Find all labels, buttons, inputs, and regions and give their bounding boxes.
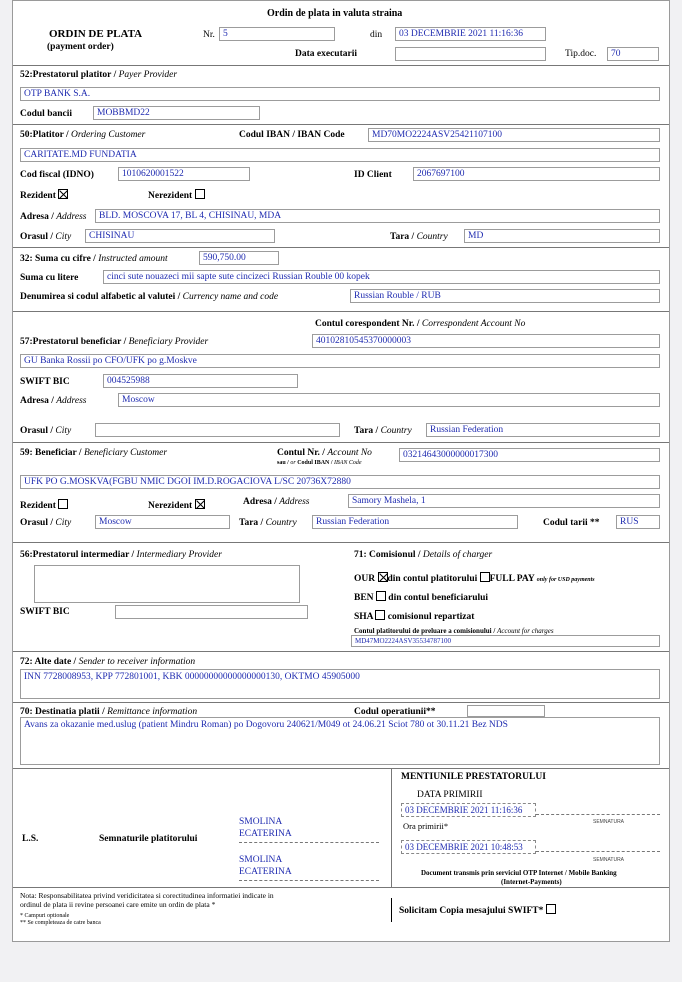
s57-label: 57:Prestatorul beneficiar / Beneficiary Provider (20, 337, 209, 347)
divider (13, 311, 669, 312)
beneficiary-nerezident-checkbox[interactable] (195, 499, 205, 509)
remittance-box[interactable] (20, 717, 660, 765)
footer-note-4: ** Se completeaza de catre banca (20, 920, 101, 926)
intermediary-provider-field[interactable] (34, 565, 300, 603)
beneficiary-rezident: Rezident (20, 499, 68, 512)
bank-city-label: Orasul / City (20, 426, 72, 436)
form-top-title: Ordin de plata in valuta straina (267, 8, 403, 19)
beneficiary-city-field[interactable]: Moscow (95, 515, 230, 529)
swift-copy-checkbox[interactable] (546, 904, 556, 914)
footer-note-1: Nota: Responsabilitatea privind veridicitatea si corectitudinea informatiei indicate in (20, 891, 274, 900)
payer-city-label: Orasul / City (20, 232, 72, 242)
beneficiary-address-label: Adresa / Address (243, 497, 310, 507)
operation-code-field[interactable] (467, 705, 545, 717)
beneficiary-country-field[interactable]: Russian Federation (312, 515, 518, 529)
divider (13, 124, 669, 125)
beneficiary-country-label: Tara / Country (239, 518, 297, 528)
operation-code-label: Codul operatiunii** (354, 707, 436, 717)
payer-city-field[interactable]: CHISINAU (85, 229, 275, 243)
bank-country-label: Tara / Country (354, 426, 412, 436)
beneficiary-nerezident: Nerezident (148, 499, 205, 512)
country-code-label: Codul tarii ** (543, 518, 600, 528)
s56-label: 56:Prestatorul intermediar / Intermediary Provider (20, 550, 222, 560)
amount-words-label: Suma cu litere (20, 273, 79, 283)
signatures-label: Semnaturile platitorului (99, 834, 198, 844)
bank-city-field[interactable] (95, 423, 340, 437)
bank-address-label: Adresa / Address (20, 396, 87, 406)
payer-name-field[interactable]: CARITATE.MD FUNDATIA (20, 148, 660, 162)
beneficiary-account-field[interactable]: 03214643000000017300 (399, 448, 660, 462)
fiscal-code-label: Cod fiscal (IDNO) (20, 170, 94, 180)
payer-rezident-checkbox[interactable] (58, 189, 68, 199)
currency-field[interactable]: Russian Rouble / RUB (350, 289, 660, 303)
signature-2-line (239, 880, 379, 881)
remittance-value: Avans za okazanie med.uslug (patient Mindru Roman) po Dogovoru 240621/M049 ot 24.06.21 Sciot 780 ot 30.11.21 Bez NDS (24, 720, 508, 730)
fiscal-code-field[interactable]: 1010620001522 (118, 167, 250, 181)
exec-date-field[interactable] (395, 47, 546, 61)
amount-field[interactable]: 590,750.00 (199, 251, 279, 265)
beneficiary-rezident-checkbox[interactable] (58, 499, 68, 509)
beneficiary-address-field[interactable]: Samory Mashela, 1 (348, 494, 660, 508)
bank-address-field[interactable]: Moscow (118, 393, 660, 407)
bank-code-field[interactable]: MOBBMD22 (93, 106, 260, 120)
swift-copy-request: Solicitam Copia mesajului SWIFT* (399, 904, 556, 917)
charge-ben: BEN din contul beneficiarului (354, 593, 489, 603)
form-title: ORDIN DE PLATA (49, 28, 143, 40)
payer-iban-field[interactable]: MD70MO2224ASV25421107100 (368, 128, 660, 142)
other-data-box[interactable] (20, 669, 660, 699)
payer-iban-label: Codul IBAN / IBAN Code (239, 130, 345, 140)
swift-field[interactable]: 004525988 (103, 374, 298, 388)
payer-rezident: Rezident (20, 189, 68, 202)
payer-bank-field[interactable]: OTP BANK S.A. (20, 87, 660, 101)
bank-country-field[interactable]: Russian Federation (426, 423, 660, 437)
divider (13, 247, 669, 248)
payment-order-document (12, 0, 670, 942)
intermediary-swift-field[interactable] (115, 605, 308, 619)
corr-account-field[interactable]: 40102810545370000003 (312, 334, 660, 348)
payer-nerezident-checkbox[interactable] (195, 189, 205, 199)
charge-our: OUR din contul platitorului FULL PAY only for USD payments (354, 574, 595, 584)
divider (13, 768, 669, 769)
s52-label: 52:Prestatorul platitor / Payer Provider (20, 70, 178, 80)
signature-1-line-2: ECATERINA (239, 829, 292, 839)
country-code-field[interactable]: RUS (616, 515, 660, 529)
receipt-date-field[interactable]: 03 DECEMBRIE 2021 11:16:36 (401, 803, 536, 817)
tipdoc-field[interactable]: 70 (607, 47, 659, 61)
divider (13, 702, 669, 703)
signature-2-line-2: ECATERINA (239, 867, 292, 877)
exec-date-label: Data executarii (295, 49, 357, 59)
bank-code-label: Codul bancii (20, 109, 73, 119)
corr-account-label: Contul corespondent Nr. / Correspondent Account No (315, 319, 526, 329)
date-label: din (370, 30, 383, 40)
receipt-time-label: Ora primirii* (403, 821, 449, 831)
s50-label: 50:Platitor / Ordering Customer (20, 130, 146, 140)
s32-label: 32: Suma cu cifre / Instructed amount (20, 254, 168, 264)
receipt-date-label: DATA PRIMIRII (417, 790, 483, 800)
divider (13, 887, 669, 888)
beneficiary-account-label: Contul Nr. / Account No (277, 448, 372, 458)
charge-full-pay-checkbox[interactable] (480, 572, 490, 582)
beneficiary-city-label: Orasul / City (20, 518, 72, 528)
provider-notes-title: MENTIUNILE PRESTATORULUI (401, 772, 546, 782)
s71-label: 71: Comisionul / Details of charger (354, 550, 493, 560)
client-id-label: ID Client (354, 170, 392, 180)
transmission-note-1: Document transmis prin serviciul OTP Internet / Mobile Banking (421, 869, 617, 877)
receipt-signature-line (536, 814, 660, 815)
charges-account-field[interactable]: MD47MO2224ASV35534787100 (351, 635, 660, 647)
charge-ben-checkbox[interactable] (376, 591, 386, 601)
signature-1-line (239, 842, 379, 843)
signature-1-line-1: SMOLINA (239, 817, 283, 827)
charge-our-checkbox[interactable] (378, 572, 388, 582)
intermediary-swift-label: SWIFT BIC (20, 607, 70, 617)
form-subtitle: (payment order) (47, 42, 114, 52)
payer-address-field[interactable]: BLD. MOSCOVA 17, BL 4, CHISINAU, MDA (95, 209, 660, 223)
currency-label: Denumirea si codul alfabetic al valutei / Currency name and code (20, 292, 279, 302)
payer-nerezident: Nerezident (148, 189, 205, 202)
client-id-field[interactable]: 2067697100 (413, 167, 660, 181)
signature-2-line-1: SMOLINA (239, 855, 283, 865)
receipt-time-field[interactable]: 03 DECEMBRIE 2021 10:48:53 (401, 840, 536, 854)
other-data-value: INN 7728008953, KPP 772801001, KBK 00000000000000000130, OKTMO 45905000 (24, 672, 360, 682)
footer-note-3: * Campuri optionale (20, 913, 70, 919)
swift-label: SWIFT BIC (20, 377, 70, 387)
s72-label: 72: Alte date / Sender to receiver information (20, 657, 196, 667)
charge-sha-checkbox[interactable] (375, 610, 385, 620)
payer-address-label: Adresa / Address (20, 212, 87, 222)
date-field[interactable]: 03 DECEMBRIE 2021 11:16:36 (395, 27, 546, 41)
payer-country-label: Tara / Country (390, 232, 448, 242)
divider (13, 442, 669, 443)
vertical-divider (391, 768, 392, 888)
payer-country-field[interactable]: MD (464, 229, 660, 243)
charge-sha: SHA comisionul repartizat (354, 612, 475, 622)
transmission-note-2: (Internet-Payments) (501, 878, 562, 886)
time-signature-line (536, 851, 660, 852)
ls-label: L.S. (22, 834, 39, 844)
divider (13, 651, 669, 652)
beneficiary-bank-field[interactable]: GU Banka Rossii po CFO/UFK po g.Moskve (20, 354, 660, 368)
s70-label: 70: Destinatia platii / Remittance information (20, 707, 198, 717)
beneficiary-name-field[interactable]: UFK PO G.MOSKVA(FGBU NMIC DGOI IM.D.ROGACIOVA L/SC 20736X72880 (20, 475, 660, 489)
divider (13, 65, 669, 66)
amount-words-field[interactable]: cinci sute nouazeci mii sapte sute cincizeci Russian Rouble 00 kopek (103, 270, 660, 284)
charges-account-label: Contul platitorului de preluare a comisionului / Account for charges (354, 627, 554, 635)
time-signature-caption: SEMNATURA (593, 857, 625, 863)
nr-label: Nr. (203, 30, 215, 40)
nr-field[interactable]: 5 (219, 27, 335, 41)
s59-label: 59: Beneficiar / Beneficiary Customer (20, 448, 168, 458)
footer-note-2: ordinul de plata ii revine persoanei care emite un ordin de plata * (20, 900, 216, 909)
beneficiary-account-sublabel: sau / or Codul IBAN / IBAN Code (277, 460, 362, 466)
footer-divider (391, 898, 392, 922)
tipdoc-label: Tip.doc. (565, 49, 597, 59)
receipt-signature-caption: SEMNATURA (593, 819, 625, 825)
divider (13, 542, 669, 543)
